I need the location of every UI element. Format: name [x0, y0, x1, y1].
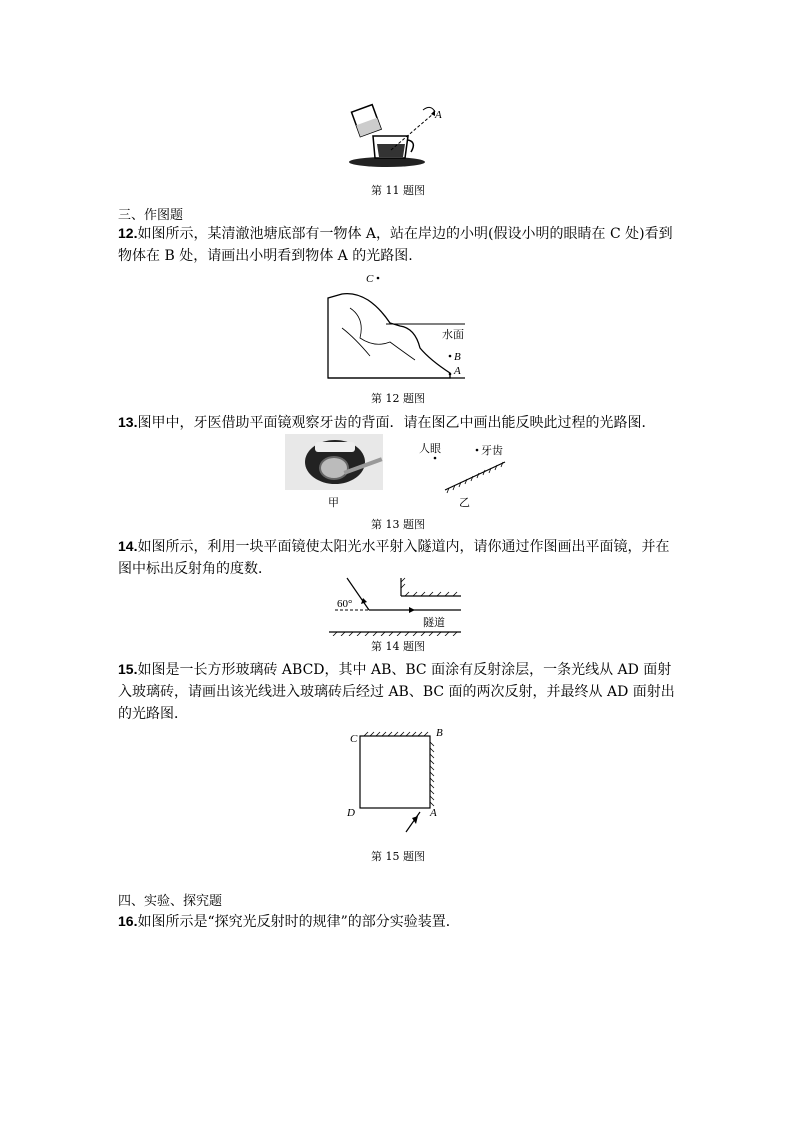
point-b-label: B: [454, 351, 461, 363]
point-a-label: A: [435, 109, 442, 121]
figure-11: [345, 100, 455, 175]
corner-c-label: C: [350, 733, 358, 745]
point-a-label: A: [454, 365, 461, 377]
q14-text: 如图所示，利用一块平面镜使太阳光水平射入隧道内，请你通过作图画出平面镜，并在图中标出反射角的度数．: [118, 539, 670, 577]
dentist-photo: [285, 434, 383, 490]
q13-text: 图甲中，牙医借助平面镜观察牙齿的背面．请在图乙中画出能反映此过程的光路图．: [137, 415, 656, 431]
question-12: [118, 222, 678, 267]
corner-a-label: A: [430, 807, 437, 819]
corner-b-label: B: [436, 727, 443, 739]
question-13: [118, 411, 678, 434]
tooth-label: 牙齿: [481, 445, 503, 457]
fig11-caption: 第 11 题图: [371, 184, 425, 197]
q15-text: 如图是一长方形玻璃砖 ABCD，其中 AB、BC 面涂有反射涂层，一条光线从 AD 面射入玻璃砖，请画出该光线进入玻璃砖后经过 AB、BC 面的两次反射，并最终从 AD 面射出的光路图．: [118, 662, 675, 722]
question-16: [118, 910, 678, 933]
water-surface-label: 水面: [442, 329, 464, 341]
fig12-caption: 第 12 题图: [371, 392, 425, 405]
tunnel-label: 隧道: [423, 617, 445, 629]
q12-number: 12.: [118, 225, 138, 241]
figure-15: [340, 724, 460, 844]
q15-number: 15.: [118, 661, 138, 677]
eye-label: 人眼: [419, 443, 441, 455]
section3-title: 三、作图题: [118, 208, 184, 223]
q16-number: 16.: [118, 913, 138, 929]
question-15: [118, 658, 678, 725]
figure-12: [320, 268, 480, 388]
label-jia: 甲: [328, 496, 339, 509]
section4-title: 四、实验、探究题: [118, 894, 223, 909]
q13-number: 13.: [118, 414, 138, 430]
q14-number: 14.: [118, 538, 138, 554]
corner-d-label: D: [347, 807, 355, 819]
angle-label: 60°: [337, 598, 353, 610]
point-c-label: C: [366, 273, 374, 285]
label-yi: 乙: [459, 496, 470, 509]
fig14-caption: 第 14 题图: [371, 640, 425, 653]
fig15-caption: 第 15 题图: [371, 850, 425, 863]
q12-text: 如图所示，某清澈池塘底部有一物体 A，站在岸边的小明(假设小明的眼睛在 C 处)看到物体在 B 处，请画出小明看到物体 A 的光路图.: [118, 226, 673, 264]
figure-14: [325, 574, 465, 636]
fig13-caption: 第 13 题图: [371, 518, 425, 531]
q16-text: 如图所示是“探究光反射时的规律”的部分实验装置．: [137, 914, 460, 930]
